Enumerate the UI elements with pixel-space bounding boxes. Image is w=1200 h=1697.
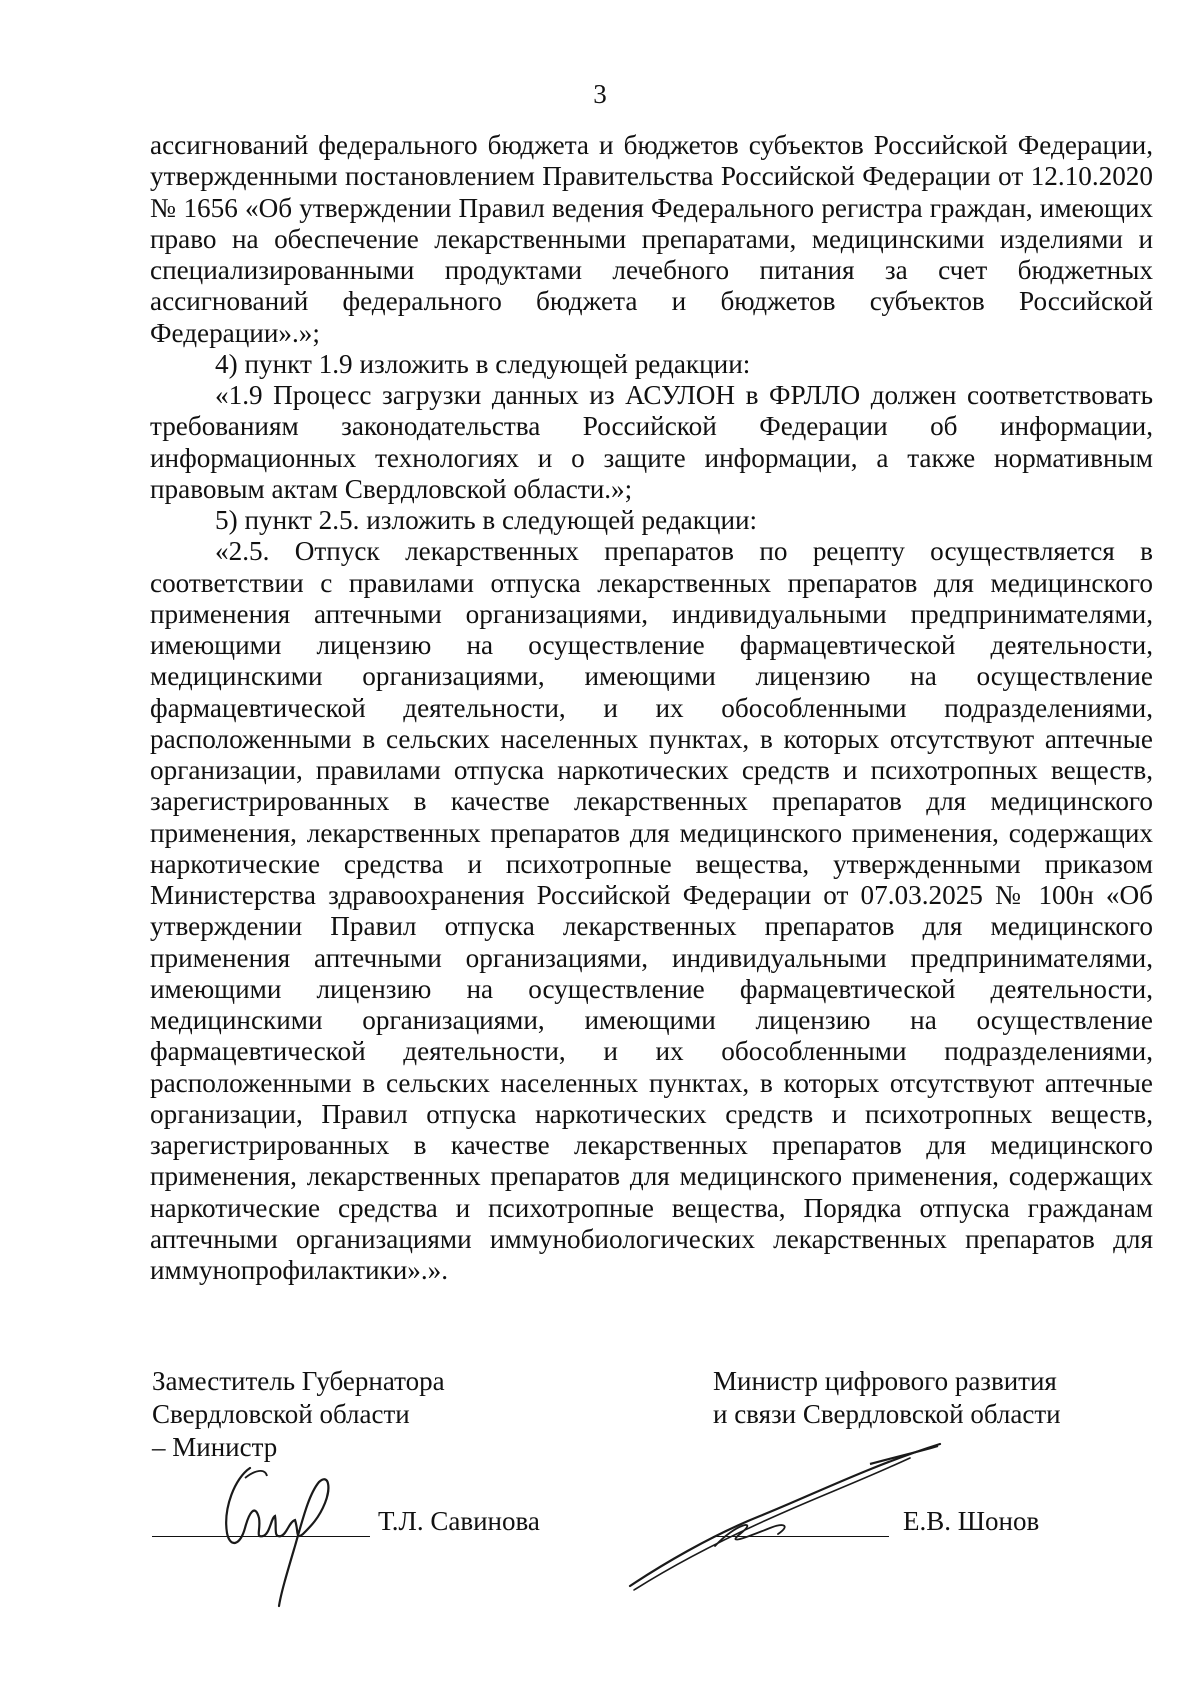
left-title-line: – Министр — [152, 1432, 278, 1462]
left-signatory-name: Т.Л. Савинова — [378, 1506, 540, 1536]
right-signatory-name: Е.В. Шонов — [903, 1506, 1040, 1536]
right-title-line: Министр цифрового развития — [713, 1366, 1057, 1396]
left-title-line: Свердловской области — [152, 1399, 410, 1429]
paragraph-continuation: ассигнований федерального бюджета и бюджетов субъектов Российской Федерации, утвержденными постановлением Правительства Российской Федерации от 12.10.2020 № 1656 «Об утверждении Правил ведения Федерального регистра граждан, имеющих право на обеспечение лекарственными препаратами, медицинскими изделиями и специализированными продуктами лечебного питания за счет бюджетных ассигнований федерального бюджета и бюджетов субъектов Российской Федерации».»; — [150, 130, 1153, 348]
right-title-line: и связи Свердловской области — [713, 1399, 1061, 1429]
right-signatory-title — [713, 1365, 1061, 1431]
page-number: 3 — [593, 79, 607, 109]
left-handwritten-signature — [215, 1448, 345, 1608]
paragraph-item-4: 4) пункт 1.9 изложить в следующей редакции: — [215, 348, 751, 379]
paragraph-clause-2-5: «2.5. Отпуск лекарственных препаратов по рецепту осуществляется в соответствии с правилами отпуска лекарственных препаратов для медицинского применения аптечными организациями, индивидуальными предпринимателями, имеющими лицензию на осуществление фармацевтической деятельности, медицинскими организациями, имеющими лицензию на осуществление фармацевтической деятельности, и их обособленными подразделениями, расположенными в сельских населенных пунктах, в которых отсутствуют аптечные организации, правилами отпуска наркотических средств и психотропных веществ, зарегистрированных в качестве лекарственных препаратов для медицинского применения, лекарственных препаратов для медицинского применения, содержащих наркотические средства и психотропные вещества, утвержденными приказом Министерства здравоохранения Российской Федерации от 07.03.2025 № 100н «Об утверждении Правил отпуска лекарственных препаратов для медицинского применения аптечными организациями, индивидуальными предпринимателями, имеющими лицензию на осуществление фармацевтической деятельности, медицинскими организациями, имеющими лицензию на осуществление фармацевтической деятельности, и их обособленными подразделениями, расположенными в сельских населенных пунктах, в которых отсутствуют аптечные организации, Правил отпуска наркотических средств и психотропных веществ, зарегистрированных в качестве лекарственных препаратов для медицинского применения, лекарственных препаратов для медицинского применения, содержащих наркотические средства и психотропные вещества, Порядка отпуска гражданам аптечными организациями иммунобиологических лекарственных препаратов для иммунопрофилактики».». — [150, 536, 1153, 1285]
paragraph-item-5: 5) пункт 2.5. изложить в следующей редакции: — [215, 505, 758, 535]
left-title-line: Заместитель Губернатора — [152, 1366, 445, 1396]
paragraph-clause-1-9: «1.9 Процесс загрузки данных из АСУЛОН в ФРЛЛО должен соответствовать требованиям законодательства Российской Федерации об информации, информационных технологиях и о защите информации, а также нормативным правовым актам Свердловской области.»; — [150, 380, 1153, 504]
document-body — [150, 130, 1153, 1286]
right-handwritten-signature — [620, 1436, 950, 1596]
